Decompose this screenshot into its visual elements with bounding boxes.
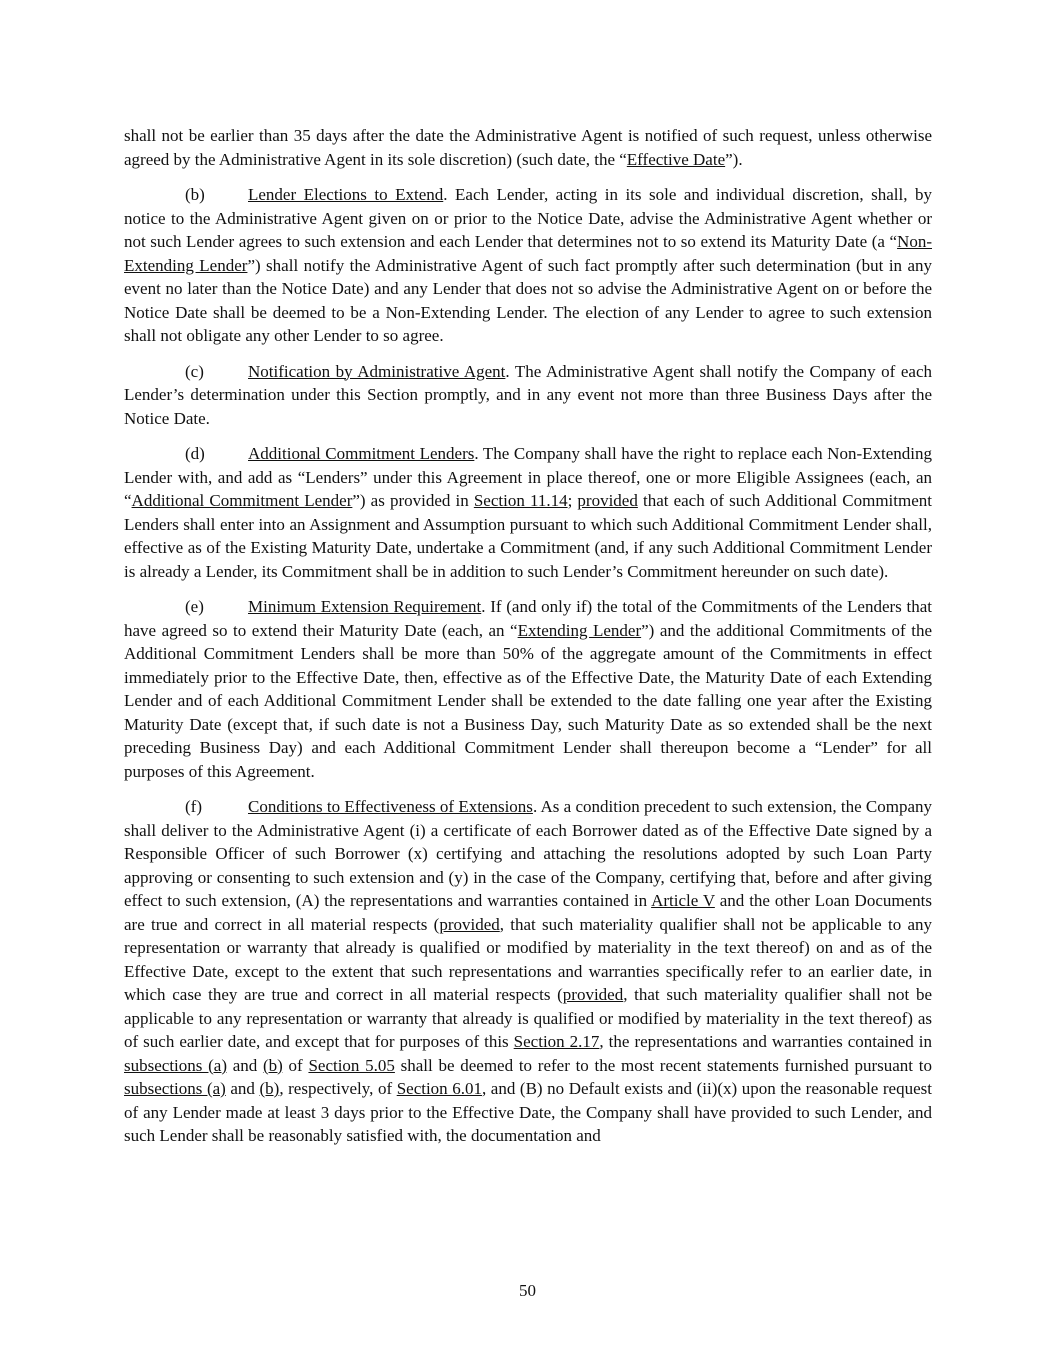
- text: and the other Loan Documents are true and correct in all material respects (: [124, 891, 932, 934]
- paragraph-c: [124, 360, 932, 431]
- text: that each of such Additional Commitment Lenders shall enter into an Assignment and Assumption pursuant to which such Additional Commitment Lender shall, effective as of the Existing Maturity Date, undertake a Commitment (and, if any such Additional Commitment Lender is already a Lender, its Commitment shall be in addition to such Lender’s Commitment hereunder on such date).: [124, 491, 932, 581]
- text: . If (and only if) the total of the Commitments of the Lenders that have agreed so to extend their Maturity Date (each, an “: [124, 597, 932, 640]
- text: and: [226, 1055, 263, 1075]
- proviso-term: provided: [562, 985, 624, 1004]
- text: ”) and the additional Commitments of the Additional Commitment Lenders shall be more than 50% of the aggregate amount of the Commitments in effect immediately prior to the Effective Date, then, effective as of the Effective Date, the Maturity Date of each Extending Lender and of each Additional Commitment Lender shall be extended to the date falling one year after the Existing Maturity Date (except that, if such date is not a Business Day, such Maturity Date as so extended shall be the next preceding Business Day) and each Additional Commitment Lender shall thereupon become a “Lender” for all purposes of this Agreement.: [124, 620, 932, 781]
- paragraph-heading: Conditions to Effectiveness of Extensions: [248, 797, 533, 816]
- section-reference: Article V: [651, 891, 715, 910]
- paragraph-e: [124, 595, 932, 783]
- section-reference: subsections (a): [124, 1079, 226, 1098]
- text: shall be deemed to refer to the most recent statements furnished pursuant to: [394, 1055, 932, 1075]
- paragraph-heading: Notification by Administrative Agent: [248, 361, 506, 381]
- section-reference: Section 2.17: [513, 1032, 600, 1051]
- defined-term: Extending Lender: [517, 620, 642, 640]
- paragraph-label: (d): [185, 444, 205, 463]
- paragraph-label: (f): [185, 797, 202, 816]
- paragraph-label: (b): [185, 185, 205, 204]
- text: , that such materiality qualifier shall not be applicable to any representation or warranty that already is qualified or modified by materiality in the text thereof) as of such earlier date, and except that for purposes of this: [124, 985, 933, 1051]
- section-reference: (b): [262, 1055, 283, 1075]
- section-reference: Section 11.14: [473, 491, 568, 510]
- document-page: [124, 124, 932, 1160]
- text: , and (B) no Default exists and (ii)(x) upon the reasonable request of any Lender made at least 3 days prior to the Effective Date, the Company shall have provided to such Lender, and such Lender shall be reasonably satisfied with, the documentation and: [124, 1079, 932, 1145]
- section-reference: (b): [259, 1079, 280, 1098]
- text: . As a condition precedent to such extension, the Company shall deliver to the Administrative Agent (i) a certificate of each Borrower dated as of the Effective Date signed by a Responsible Officer of such Borrower (x) certifying and attaching the resolutions adopted by such Loan Party approving or consenting to such extension and (y) in the case of the Company, certifying that, before and after giving effect to such extension, (A) the representations and warranties contained in: [124, 797, 933, 910]
- text: shall not be earlier than 35 days after the date the Administrative Agent is notified of such request, unless otherwise agreed by the Administrative Agent in its sole discretion) (such date, the “: [124, 126, 932, 169]
- text: , respectively, of: [279, 1079, 397, 1098]
- page-number: 50: [519, 1281, 536, 1300]
- paragraph-b: [124, 183, 932, 348]
- section-reference: subsections (a): [124, 1055, 227, 1075]
- text: ”).: [725, 149, 743, 169]
- text: . The Company shall have the right to replace each Non-Extending Lender with, and add as “Lenders” under this Agreement in place thereof, one or more Eligible Assignees (each, an “: [124, 444, 932, 510]
- paragraph-continuation: [124, 124, 932, 171]
- text: ;: [567, 491, 578, 510]
- text: and: [225, 1079, 260, 1098]
- paragraph-d: [124, 442, 932, 583]
- defined-term: Additional Commitment Lender: [131, 491, 353, 510]
- paragraph-label: (e): [185, 597, 204, 616]
- text: . Each Lender, acting in its sole and individual discretion, shall, by notice to the Administrative Agent given on or prior to the Notice Date, advise the Administrative Agent whether or not such Lender agrees to such extension and each Lender that determines not to so extend its Maturity Date (a “: [124, 185, 932, 251]
- defined-term: Effective Date: [626, 149, 726, 169]
- section-reference: Section 6.01: [396, 1079, 482, 1098]
- text: ”) as provided in: [352, 491, 474, 510]
- text: , that such materiality qualifier shall not be applicable to any representation or warranty that already is qualified or modified by materiality in the text thereof) on and as of the Effective Date, except to the extent that such representations and warranties specifically refer to an earlier date, in which case they are true and correct in all material respects (: [124, 914, 932, 1004]
- text: , the representations and warranties contained in: [599, 1032, 932, 1051]
- defined-term: Non-Extending Lender: [124, 232, 932, 275]
- text: . The Administrative Agent shall notify the Company of each Lender’s determination under this Section promptly, and in any event not more than three Business Days after the Notice Date.: [124, 361, 932, 428]
- paragraph-heading: Minimum Extension Requirement: [248, 597, 482, 616]
- paragraph-f: [124, 795, 932, 1148]
- text: ”) shall notify the Administrative Agent of such fact promptly after such determination (but in any event no later than the Notice Date) and any Lender that does not so advise the Administrative Agent on or before the Notice Date shall be deemed to be a Non-Extending Lender. The election of any Lender to agree to such extension shall not obligate any other Lender to so agree.: [124, 255, 932, 345]
- proviso-term: provided: [577, 491, 638, 510]
- paragraph-heading: Lender Elections to Extend: [248, 185, 444, 204]
- paragraph-heading: Additional Commitment Lenders: [248, 444, 475, 463]
- paragraph-label: (c): [185, 361, 204, 381]
- section-reference: Section 5.05: [308, 1055, 395, 1075]
- proviso-term: provided: [439, 914, 500, 934]
- text: of: [282, 1055, 309, 1075]
